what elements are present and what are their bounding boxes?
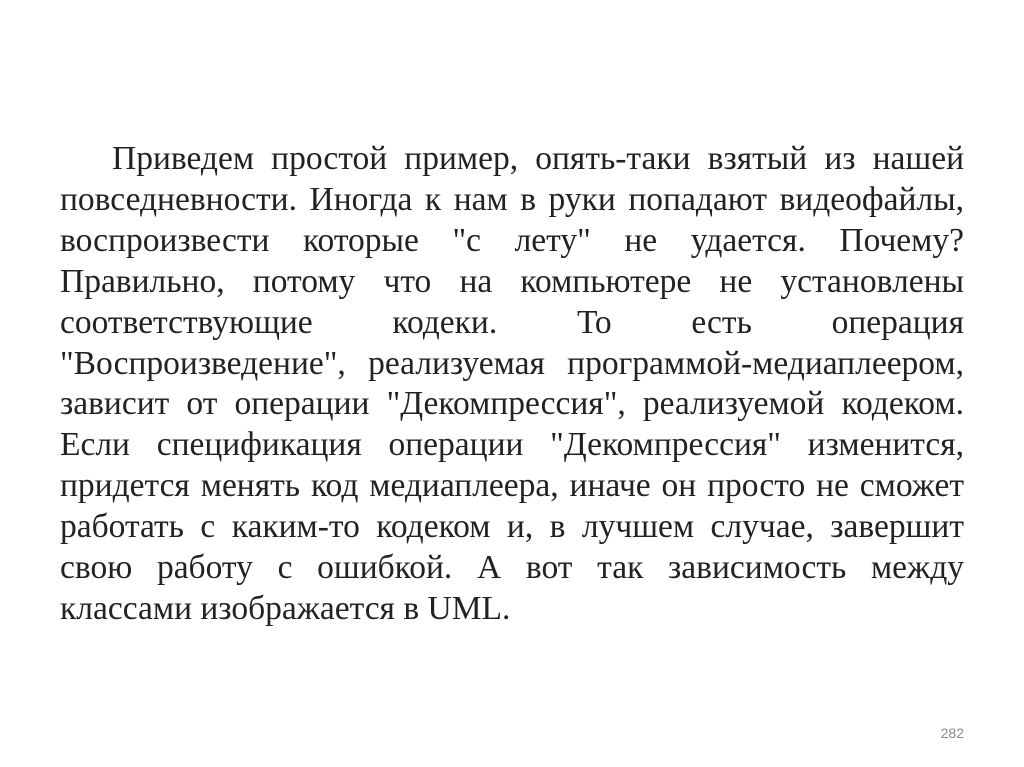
page-number: 282 <box>940 725 964 741</box>
slide-paragraph: Приведем простой пример, опять-таки взятый из нашей повседневности. Иногда к нам в руки попадают видеофайлы, воспроизвести которые "с лету" не удается. Почему? Правильно, потому что на компьютере не установлены соответствующие кодеки. То есть операция "Воспроизведение", реализуемая программой-медиаплеером, зависит от операции "Декомпрессия", реализуемой кодеком. Если спецификация операции "Декомпрессия" изменится, придется менять код медиаплеера, иначе он просто не сможет работать с каким-то кодеком и, в лучшем случае, завершит свою работу с ошибкой. А вот так зависимость между классами изображается в UML. <box>60 140 964 627</box>
